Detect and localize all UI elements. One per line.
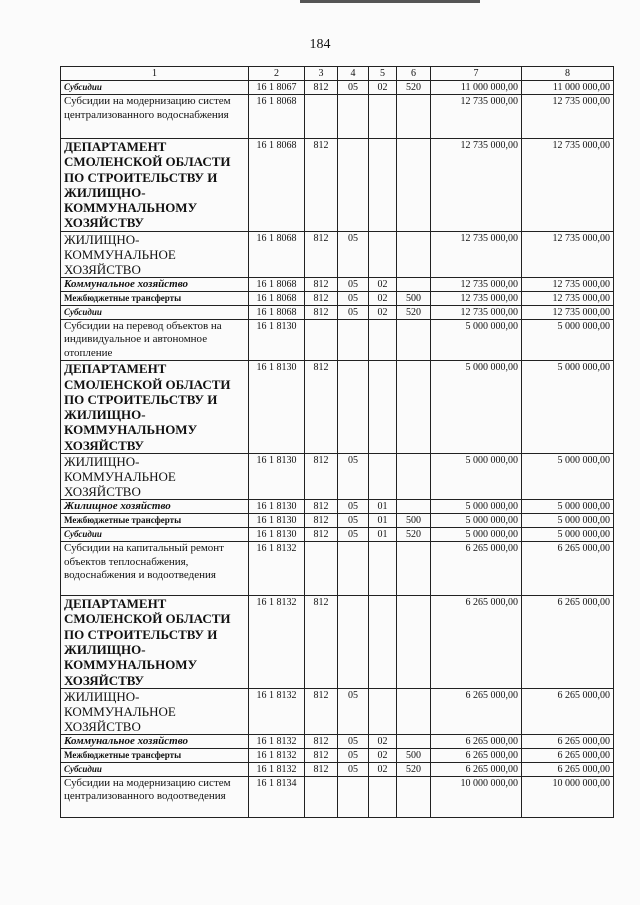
section-code-cell xyxy=(338,95,369,139)
target-code-cell: 16 1 8068 xyxy=(249,139,305,232)
expense-type-cell: 520 xyxy=(397,81,431,95)
row-name-cell: Жилищное хозяйство xyxy=(61,500,249,514)
subsection-code-cell: 02 xyxy=(369,734,397,748)
row-name-cell: ДЕПАРТАМЕНТ СМОЛЕНСКОЙ ОБЛАСТИ ПО СТРОИТЕЛЬСТВУ И ЖИЛИЩНО-КОММУНАЛЬНОМУ ХОЗЯЙСТВУ xyxy=(61,596,249,689)
amount-year-1-cell: 12 735 000,00 xyxy=(431,305,522,319)
expense-type-cell xyxy=(397,95,431,139)
row-name-cell: Межбюджетные трансферты xyxy=(61,514,249,528)
section-code-cell: 05 xyxy=(338,734,369,748)
amount-year-2-cell: 12 735 000,00 xyxy=(522,277,614,291)
table-row xyxy=(61,528,614,542)
amount-year-2-cell: 12 735 000,00 xyxy=(522,139,614,232)
ministry-code-cell: 812 xyxy=(305,454,338,500)
amount-year-1-cell: 12 735 000,00 xyxy=(431,277,522,291)
section-code-cell: 05 xyxy=(338,514,369,528)
amount-year-1-cell: 5 000 000,00 xyxy=(431,528,522,542)
section-code-cell xyxy=(338,139,369,232)
target-code-cell: 16 1 8132 xyxy=(249,688,305,734)
header-cell: 8 xyxy=(522,67,614,81)
expense-type-cell xyxy=(397,231,431,277)
target-code-cell: 16 1 8068 xyxy=(249,95,305,139)
amount-year-2-cell: 5 000 000,00 xyxy=(522,500,614,514)
ministry-code-cell xyxy=(305,319,338,361)
row-name-cell: Межбюджетные трансферты xyxy=(61,748,249,762)
expense-type-cell xyxy=(397,688,431,734)
amount-year-2-cell: 5 000 000,00 xyxy=(522,361,614,454)
table-row xyxy=(61,688,614,734)
amount-year-2-cell: 12 735 000,00 xyxy=(522,305,614,319)
amount-year-1-cell: 6 265 000,00 xyxy=(431,734,522,748)
section-code-cell: 05 xyxy=(338,500,369,514)
table-row xyxy=(61,762,614,776)
subsection-code-cell xyxy=(369,688,397,734)
target-code-cell: 16 1 8134 xyxy=(249,776,305,817)
expense-type-cell xyxy=(397,542,431,596)
expense-type-cell: 520 xyxy=(397,528,431,542)
amount-year-2-cell: 12 735 000,00 xyxy=(522,95,614,139)
subsection-code-cell: 02 xyxy=(369,277,397,291)
row-name-cell: Субсидии xyxy=(61,762,249,776)
amount-year-1-cell: 6 265 000,00 xyxy=(431,748,522,762)
table-row xyxy=(61,95,614,139)
amount-year-1-cell: 12 735 000,00 xyxy=(431,291,522,305)
ministry-code-cell: 812 xyxy=(305,139,338,232)
ministry-code-cell: 812 xyxy=(305,291,338,305)
target-code-cell: 16 1 8132 xyxy=(249,734,305,748)
row-name-cell: Межбюджетные трансферты xyxy=(61,291,249,305)
target-code-cell: 16 1 8130 xyxy=(249,528,305,542)
target-code-cell: 16 1 8130 xyxy=(249,319,305,361)
target-code-cell: 16 1 8068 xyxy=(249,305,305,319)
subsection-code-cell: 01 xyxy=(369,514,397,528)
expense-type-cell: 500 xyxy=(397,291,431,305)
header-cell: 4 xyxy=(338,67,369,81)
ministry-code-cell: 812 xyxy=(305,596,338,689)
subsection-code-cell xyxy=(369,95,397,139)
table-row xyxy=(61,748,614,762)
amount-year-1-cell: 12 735 000,00 xyxy=(431,231,522,277)
amount-year-2-cell: 6 265 000,00 xyxy=(522,734,614,748)
ministry-code-cell: 812 xyxy=(305,528,338,542)
section-code-cell xyxy=(338,776,369,817)
amount-year-2-cell: 12 735 000,00 xyxy=(522,291,614,305)
subsection-code-cell: 01 xyxy=(369,500,397,514)
row-name-cell: Субсидии xyxy=(61,305,249,319)
row-name-cell: ЖИЛИЩНО-КОММУНАЛЬНОЕ ХОЗЯЙСТВО xyxy=(61,688,249,734)
header-cell: 3 xyxy=(305,67,338,81)
section-code-cell xyxy=(338,596,369,689)
amount-year-1-cell: 6 265 000,00 xyxy=(431,542,522,596)
subsection-code-cell xyxy=(369,454,397,500)
section-code-cell: 05 xyxy=(338,81,369,95)
table-row xyxy=(61,291,614,305)
ministry-code-cell xyxy=(305,95,338,139)
table-row xyxy=(61,514,614,528)
row-name-cell: Коммунальное хозяйство xyxy=(61,277,249,291)
row-name-cell: ЖИЛИЩНО-КОММУНАЛЬНОЕ ХОЗЯЙСТВО xyxy=(61,454,249,500)
ministry-code-cell: 812 xyxy=(305,688,338,734)
target-code-cell: 16 1 8130 xyxy=(249,500,305,514)
expense-type-cell xyxy=(397,500,431,514)
ministry-code-cell: 812 xyxy=(305,81,338,95)
subsection-code-cell xyxy=(369,776,397,817)
amount-year-1-cell: 12 735 000,00 xyxy=(431,95,522,139)
row-name-cell: ЖИЛИЩНО-КОММУНАЛЬНОЕ ХОЗЯЙСТВО xyxy=(61,231,249,277)
table-row xyxy=(61,139,614,232)
amount-year-2-cell: 5 000 000,00 xyxy=(522,514,614,528)
expense-type-cell: 500 xyxy=(397,514,431,528)
target-code-cell: 16 1 8068 xyxy=(249,277,305,291)
subsection-code-cell: 02 xyxy=(369,762,397,776)
expense-type-cell xyxy=(397,319,431,361)
section-code-cell: 05 xyxy=(338,291,369,305)
amount-year-1-cell: 10 000 000,00 xyxy=(431,776,522,817)
amount-year-2-cell: 6 265 000,00 xyxy=(522,762,614,776)
section-code-cell: 05 xyxy=(338,454,369,500)
ministry-code-cell: 812 xyxy=(305,500,338,514)
target-code-cell: 16 1 8130 xyxy=(249,514,305,528)
amount-year-2-cell: 6 265 000,00 xyxy=(522,596,614,689)
section-code-cell: 05 xyxy=(338,748,369,762)
target-code-cell: 16 1 8067 xyxy=(249,81,305,95)
ministry-code-cell: 812 xyxy=(305,762,338,776)
subsection-code-cell: 02 xyxy=(369,748,397,762)
amount-year-2-cell: 6 265 000,00 xyxy=(522,688,614,734)
header-cell: 2 xyxy=(249,67,305,81)
ministry-code-cell: 812 xyxy=(305,748,338,762)
table-row xyxy=(61,319,614,361)
amount-year-1-cell: 5 000 000,00 xyxy=(431,500,522,514)
ministry-code-cell: 812 xyxy=(305,277,338,291)
target-code-cell: 16 1 8132 xyxy=(249,748,305,762)
amount-year-2-cell: 5 000 000,00 xyxy=(522,319,614,361)
ministry-code-cell: 812 xyxy=(305,734,338,748)
amount-year-2-cell: 6 265 000,00 xyxy=(522,748,614,762)
row-name-cell: Субсидии на капитальный ремонт объектов теплоснабжения, водоснабжения и водоотведения xyxy=(61,542,249,596)
amount-year-2-cell: 6 265 000,00 xyxy=(522,542,614,596)
expense-type-cell: 520 xyxy=(397,305,431,319)
table-row xyxy=(61,81,614,95)
row-name-cell: ДЕПАРТАМЕНТ СМОЛЕНСКОЙ ОБЛАСТИ ПО СТРОИТЕЛЬСТВУ И ЖИЛИЩНО-КОММУНАЛЬНОМУ ХОЗЯЙСТВУ xyxy=(61,361,249,454)
section-code-cell: 05 xyxy=(338,762,369,776)
table-row xyxy=(61,305,614,319)
ministry-code-cell xyxy=(305,776,338,817)
subsection-code-cell: 01 xyxy=(369,528,397,542)
expense-type-cell: 520 xyxy=(397,762,431,776)
ministry-code-cell: 812 xyxy=(305,305,338,319)
target-code-cell: 16 1 8068 xyxy=(249,231,305,277)
row-name-cell: Субсидии xyxy=(61,81,249,95)
section-code-cell: 05 xyxy=(338,305,369,319)
section-code-cell: 05 xyxy=(338,231,369,277)
subsection-code-cell xyxy=(369,542,397,596)
amount-year-2-cell: 11 000 000,00 xyxy=(522,81,614,95)
header-cell: 1 xyxy=(61,67,249,81)
amount-year-2-cell: 12 735 000,00 xyxy=(522,231,614,277)
header-cell: 6 xyxy=(397,67,431,81)
subsection-code-cell xyxy=(369,231,397,277)
row-name-cell: Субсидии на модернизацию систем централизованного водоснабжения xyxy=(61,95,249,139)
table-row xyxy=(61,500,614,514)
subsection-code-cell xyxy=(369,361,397,454)
target-code-cell: 16 1 8132 xyxy=(249,596,305,689)
table-row xyxy=(61,542,614,596)
row-name-cell: Субсидии на перевод объектов на индивидуальное и автономное отопление xyxy=(61,319,249,361)
target-code-cell: 16 1 8132 xyxy=(249,542,305,596)
page-number: 184 xyxy=(309,37,331,52)
expense-type-cell xyxy=(397,139,431,232)
row-name-cell: Субсидии на модернизацию систем централизованного водоотведения xyxy=(61,776,249,817)
budget-table xyxy=(60,66,614,818)
amount-year-1-cell: 5 000 000,00 xyxy=(431,454,522,500)
table-row xyxy=(61,231,614,277)
target-code-cell: 16 1 8132 xyxy=(249,762,305,776)
table-row xyxy=(61,734,614,748)
amount-year-1-cell: 11 000 000,00 xyxy=(431,81,522,95)
expense-type-cell: 500 xyxy=(397,748,431,762)
table-row xyxy=(61,277,614,291)
amount-year-2-cell: 5 000 000,00 xyxy=(522,528,614,542)
scan-edge-mark xyxy=(300,0,480,3)
subsection-code-cell xyxy=(369,139,397,232)
ministry-code-cell: 812 xyxy=(305,514,338,528)
expense-type-cell xyxy=(397,277,431,291)
subsection-code-cell: 02 xyxy=(369,305,397,319)
amount-year-1-cell: 5 000 000,00 xyxy=(431,514,522,528)
header-cell: 5 xyxy=(369,67,397,81)
row-name-cell: Коммунальное хозяйство xyxy=(61,734,249,748)
table-row xyxy=(61,776,614,817)
expense-type-cell xyxy=(397,596,431,689)
amount-year-1-cell: 5 000 000,00 xyxy=(431,361,522,454)
amount-year-2-cell: 5 000 000,00 xyxy=(522,454,614,500)
expense-type-cell xyxy=(397,734,431,748)
target-code-cell: 16 1 8130 xyxy=(249,361,305,454)
amount-year-1-cell: 6 265 000,00 xyxy=(431,762,522,776)
row-name-cell: ДЕПАРТАМЕНТ СМОЛЕНСКОЙ ОБЛАСТИ ПО СТРОИТЕЛЬСТВУ И ЖИЛИЩНО-КОММУНАЛЬНОМУ ХОЗЯЙСТВУ xyxy=(61,139,249,232)
section-code-cell: 05 xyxy=(338,688,369,734)
amount-year-1-cell: 6 265 000,00 xyxy=(431,688,522,734)
subsection-code-cell: 02 xyxy=(369,81,397,95)
amount-year-2-cell: 10 000 000,00 xyxy=(522,776,614,817)
subsection-code-cell xyxy=(369,596,397,689)
subsection-code-cell: 02 xyxy=(369,291,397,305)
subsection-code-cell xyxy=(369,319,397,361)
target-code-cell: 16 1 8068 xyxy=(249,291,305,305)
row-name-cell: Субсидии xyxy=(61,528,249,542)
table-row xyxy=(61,454,614,500)
section-code-cell xyxy=(338,542,369,596)
ministry-code-cell xyxy=(305,542,338,596)
amount-year-1-cell: 5 000 000,00 xyxy=(431,319,522,361)
table-header-row xyxy=(61,67,614,81)
expense-type-cell xyxy=(397,454,431,500)
table-row xyxy=(61,361,614,454)
header-cell: 7 xyxy=(431,67,522,81)
section-code-cell: 05 xyxy=(338,528,369,542)
ministry-code-cell: 812 xyxy=(305,361,338,454)
section-code-cell xyxy=(338,319,369,361)
ministry-code-cell: 812 xyxy=(305,231,338,277)
expense-type-cell xyxy=(397,361,431,454)
section-code-cell xyxy=(338,361,369,454)
amount-year-1-cell: 6 265 000,00 xyxy=(431,596,522,689)
table-body xyxy=(61,81,614,818)
amount-year-1-cell: 12 735 000,00 xyxy=(431,139,522,232)
table-row xyxy=(61,596,614,689)
target-code-cell: 16 1 8130 xyxy=(249,454,305,500)
section-code-cell: 05 xyxy=(338,277,369,291)
expense-type-cell xyxy=(397,776,431,817)
